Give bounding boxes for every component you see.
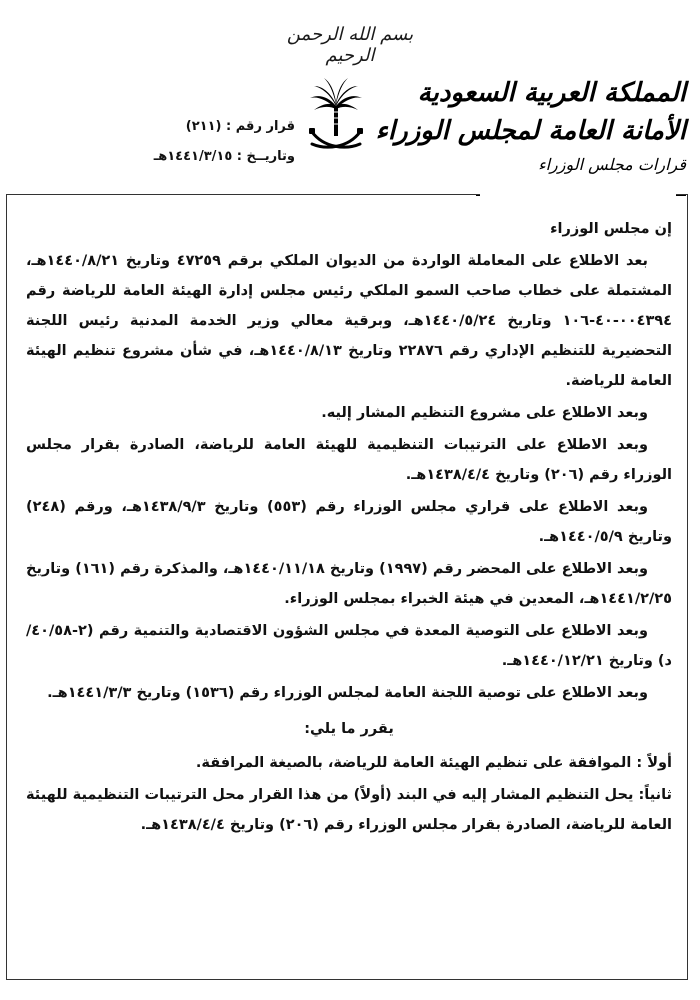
item-second: ثانياً: يحل التنظيم المشار إليه في البند (أولاً) من هذا القرار محل الترتيبات التنظيمية للهيئة العامة للرياضة، الصادرة بقرار مجلس الوزراء رقم (٢٠٦) وتاريخ ١٤٣٨/٤/٤هـ. <box>26 787 672 833</box>
paragraph-5: وبعد الاطلاع على المحضر رقم (١٩٩٧) وتاريخ ١٤٤٠/١١/١٨هـ، والمذكرة رقم (١٦١) وتاريخ ١٤٤١/٢/٢٥هـ، المعدين في هيئة الخبراء بمجلس الوزراء. <box>26 561 672 607</box>
issuing-authority <box>375 74 686 176</box>
decides-heading: يقرر ما يلي: <box>304 721 394 737</box>
saudi-emblem-palm-swords-icon <box>306 76 366 158</box>
paragraph-7: وبعد الاطلاع على توصية اللجنة العامة لمجلس الوزراء رقم (١٥٣٦) وتاريخ ١٤٤١/٣/٣هـ. <box>47 685 648 701</box>
org-name-kingdom: المملكة العربية السعودية <box>417 78 686 108</box>
org-subtitle: قرارات مجلس الوزراء <box>538 155 686 174</box>
decision-meta <box>120 112 295 172</box>
decision-body <box>26 214 672 842</box>
paragraph-2: وبعد الاطلاع على مشروع التنظيم المشار إليه. <box>321 405 648 421</box>
frame-gap <box>480 192 676 196</box>
paragraph-4: وبعد الاطلاع على قراري مجلس الوزراء رقم (٥٥٣) وتاريخ ١٤٣٨/٩/٣هـ، ورقم (٢٤٨) وتاريخ ١٤٤٠/٥/٩هـ. <box>26 499 672 545</box>
decision-number: قرار رقم : (٢١١) <box>185 119 295 134</box>
decision-date: وتاريــخ : ١٤٤١/٣/١٥هـ <box>153 149 295 164</box>
basmala: بسم الله الرحمن الرحيم <box>286 24 414 66</box>
item-first: أولاً : الموافقة على تنظيم الهيئة العامة للرياضة، بالصيغة المرافقة. <box>195 755 672 771</box>
opening-line: إن مجلس الوزراء <box>550 221 672 237</box>
paragraph-3: وبعد الاطلاع على الترتيبات التنظيمية للهيئة العامة للرياضة، الصادرة بقرار مجلس الوزراء رقم (٢٠٦) وتاريخ ١٤٣٨/٤/٤هـ. <box>26 437 672 483</box>
paragraph-6: وبعد الاطلاع على التوصية المعدة في مجلس الشؤون الاقتصادية والتنمية رقم (٢-٤٠/٥٨/د) وتاريخ ١٤٤٠/١٢/٢١هـ. <box>26 623 672 669</box>
org-name-secretariat: الأمانة العامة لمجلس الوزراء <box>375 116 686 146</box>
paragraph-1: بعد الاطلاع على المعاملة الواردة من الديوان الملكي برقم ٤٧٢٥٩ وتاريخ ١٤٤٠/٨/٢١هـ، المشتملة على خطاب صاحب السمو الملكي رئيس مجلس إدارة الهيئة العامة للرياضة رقم ٠٠٤٣٩٤-٤٠-١٠٦ وتاريخ ١٤٤٠/٥/٢٤هـ، وبرقية معالي وزير الخدمة المدنية رئيس اللجنة التحضيرية للتنظيم الإداري رقم ٢٢٨٧٦ وتاريخ ١٤٤٠/٨/١٣هـ، في شأن مشروع تنظيم الهيئة العامة للرياضة. <box>26 253 672 389</box>
